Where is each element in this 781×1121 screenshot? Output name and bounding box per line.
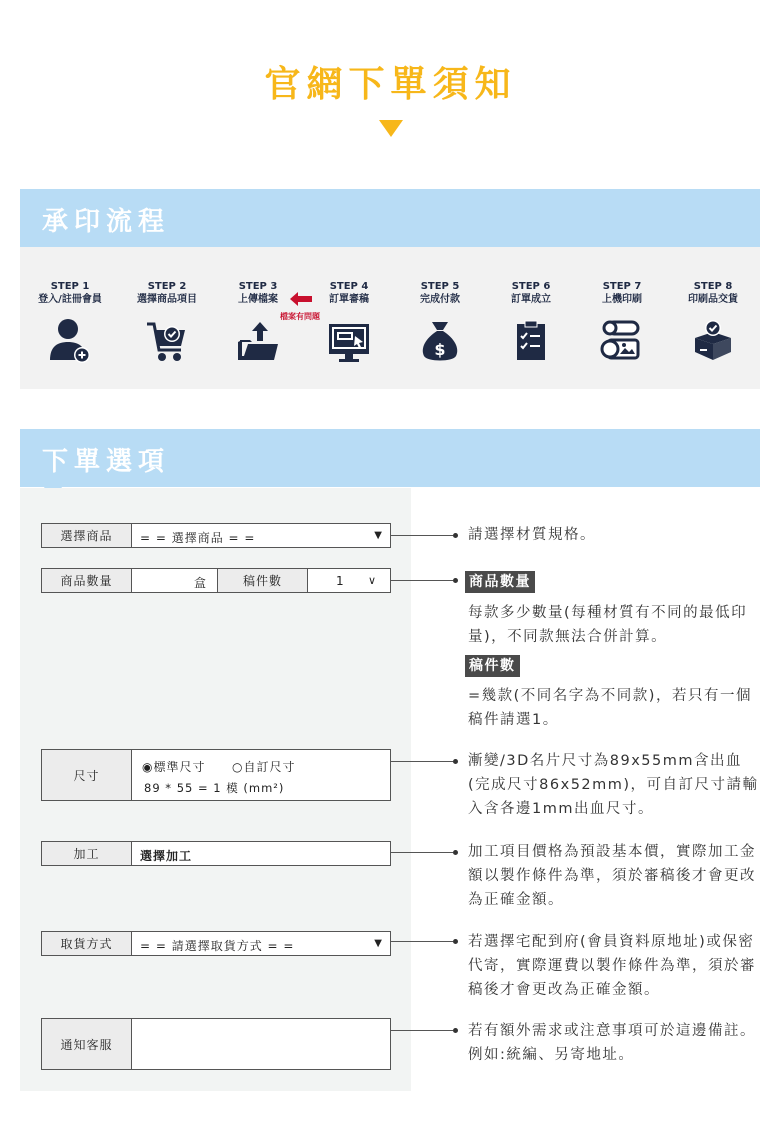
connector-dot bbox=[453, 533, 458, 538]
return-note: 檔案有問題 bbox=[280, 312, 320, 321]
product-select[interactable] bbox=[41, 523, 391, 548]
connector-dot bbox=[453, 1028, 458, 1033]
steps-panel bbox=[20, 247, 760, 389]
radio-empty-icon: ○ bbox=[232, 760, 244, 774]
connector-line bbox=[391, 580, 453, 581]
connector-line bbox=[391, 1030, 453, 1031]
step-number: STEP 1 bbox=[50, 281, 90, 292]
step-2 bbox=[122, 280, 212, 307]
step-number: STEP 6 bbox=[511, 281, 551, 292]
quantity-row bbox=[41, 568, 391, 593]
quantity-unit: 盒 bbox=[193, 576, 207, 590]
product-description: 請選擇材質規格。 bbox=[468, 527, 596, 543]
size-description: 漸變/3D名片尺寸為89x55mm含出血(完成尺寸86x52mm)，可自訂尺寸請輸入含各邊1mm出血尺寸。 bbox=[468, 753, 759, 817]
count-label: 稿件數 bbox=[217, 569, 308, 592]
step-6 bbox=[486, 280, 576, 307]
clipboard-check-icon bbox=[509, 318, 553, 364]
count-description: =幾款(不同名字為不同款)，若只有一個稿件請選1。 bbox=[468, 688, 752, 728]
quantity-input[interactable] bbox=[133, 569, 217, 592]
size-option-custom-label: 自訂尺寸 bbox=[243, 760, 296, 774]
count-select[interactable] bbox=[308, 569, 390, 592]
monitor-review-icon bbox=[327, 318, 371, 364]
step-number: STEP 8 bbox=[693, 281, 733, 292]
count-tag: 稿件數 bbox=[465, 655, 520, 677]
step-label: 訂單審稿 bbox=[329, 294, 369, 305]
user-add-icon bbox=[48, 318, 92, 364]
size-option-custom[interactable] bbox=[232, 758, 296, 775]
radio-checked-icon: ◉ bbox=[142, 760, 154, 774]
connector-line bbox=[391, 852, 453, 853]
step-label: 上傳檔案 bbox=[238, 294, 278, 305]
quantity-description: 每款多少數量(每種材質有不同的最低印量)，不同款無法合併計算。 bbox=[468, 605, 748, 645]
step-8 bbox=[668, 280, 758, 307]
dropdown-caret-icon: ▼ bbox=[374, 938, 382, 949]
step-label: 印刷品交貨 bbox=[688, 294, 738, 305]
quantity-tag: 商品數量 bbox=[465, 571, 535, 593]
step-number: STEP 7 bbox=[602, 281, 642, 292]
count-value: 1 bbox=[336, 574, 345, 588]
step-7 bbox=[577, 280, 667, 307]
process-label: 加工 bbox=[42, 842, 132, 865]
cart-check-icon bbox=[145, 318, 189, 364]
pickup-value: = = 請選擇取貨方式 = = bbox=[140, 939, 295, 953]
flow-section-title: 承印流程 bbox=[42, 207, 171, 237]
step-label: 登入/註冊會員 bbox=[38, 294, 102, 305]
order-section-title: 下單選項 bbox=[42, 447, 171, 477]
connector-dot bbox=[453, 939, 458, 944]
notify-textarea[interactable] bbox=[133, 1019, 390, 1069]
return-arrow-icon bbox=[290, 292, 312, 306]
down-arrow-icon bbox=[379, 120, 403, 137]
size-label: 尺寸 bbox=[42, 750, 132, 800]
order-section-header bbox=[20, 429, 760, 487]
connector-dot bbox=[453, 578, 458, 583]
step-4 bbox=[304, 280, 394, 307]
quantity-label: 商品數量 bbox=[42, 569, 132, 592]
connector-line bbox=[391, 761, 453, 762]
dropdown-caret-icon: ▼ bbox=[374, 530, 382, 541]
step-1 bbox=[25, 280, 115, 307]
svg-text:$: $ bbox=[434, 340, 446, 359]
size-option-standard[interactable] bbox=[142, 758, 206, 775]
flow-section-header bbox=[20, 189, 760, 247]
step-number: STEP 5 bbox=[420, 281, 460, 292]
size-formula: 89 * 55 = 1 模 (mm²) bbox=[144, 781, 285, 795]
process-description: 加工項目價格為預設基本價，實際加工金額以製作條件為準，須於審稿後才會更改為正確金額。 bbox=[468, 844, 756, 908]
step-number: STEP 4 bbox=[329, 281, 369, 292]
folder-upload-icon bbox=[236, 318, 280, 364]
size-row bbox=[41, 749, 391, 801]
step-number: STEP 2 bbox=[147, 281, 187, 292]
step-label: 選擇商品項目 bbox=[137, 294, 197, 305]
box-delivery-icon bbox=[691, 318, 735, 364]
pickup-label: 取貨方式 bbox=[42, 932, 132, 955]
connector-dot bbox=[453, 759, 458, 764]
step-label: 上機印刷 bbox=[602, 294, 642, 305]
size-option-standard-label: 標準尺寸 bbox=[153, 760, 206, 774]
process-value: 選擇加工 bbox=[140, 849, 193, 863]
product-value: = = 選擇商品 = = bbox=[140, 531, 256, 545]
step-number: STEP 3 bbox=[238, 281, 278, 292]
connector-line bbox=[391, 535, 453, 536]
process-select[interactable] bbox=[41, 841, 391, 866]
notify-label: 通知客服 bbox=[42, 1019, 132, 1069]
money-bag-icon bbox=[418, 318, 462, 364]
pickup-select[interactable] bbox=[41, 931, 391, 956]
connector-dot bbox=[453, 850, 458, 855]
notify-row bbox=[41, 1018, 391, 1070]
notify-description: 若有額外需求或注意事項可於這邊備註。例如:統編、另寄地址。 bbox=[468, 1023, 756, 1063]
chevron-down-icon: ∨ bbox=[367, 574, 376, 587]
step-5 bbox=[395, 280, 485, 359]
page-title: 官網下單須知 bbox=[264, 64, 517, 105]
step-label: 完成付款 bbox=[420, 294, 460, 305]
print-roll-icon bbox=[600, 318, 644, 364]
product-label: 選擇商品 bbox=[42, 524, 132, 547]
step-label: 訂單成立 bbox=[511, 294, 551, 305]
connector-line bbox=[391, 941, 453, 942]
pickup-description: 若選擇宅配到府(會員資料原地址)或保密代寄，實際運費以製作條件為準，須於審稿後才會更改為正確金額。 bbox=[468, 934, 756, 998]
